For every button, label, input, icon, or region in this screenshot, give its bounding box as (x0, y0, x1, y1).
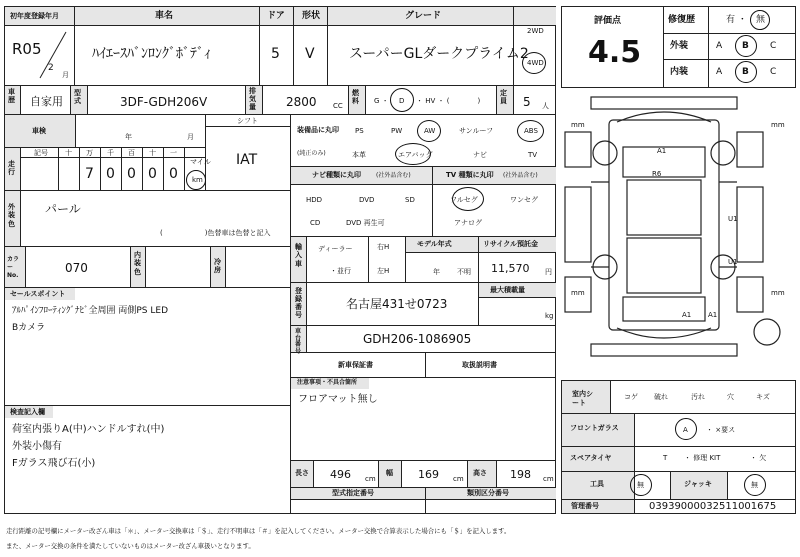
mileage-unit-0: 十 (65, 149, 72, 157)
exterior-b: B (742, 41, 749, 51)
damage-mark-1: A1 (657, 147, 667, 155)
reg-month: 2 (48, 63, 54, 73)
registration-label: 登録番号 (295, 287, 302, 320)
equip-tv: TV (528, 151, 538, 159)
width-unit: cm (453, 475, 464, 483)
inspection-year: 年 (125, 133, 132, 141)
shape-label: 形状 (302, 11, 321, 21)
equip-sunroof: サンルーフ (459, 127, 494, 135)
type-no-label: 型式指定番号 (332, 489, 374, 497)
interior-color-label: 内装色 (134, 251, 141, 276)
shift-value: IAT (236, 152, 258, 168)
glass-label: フロントガラス (570, 424, 619, 432)
equipment-label: 装備品に丸印 (297, 126, 339, 134)
interior-c: C (770, 67, 777, 77)
sales-point-line-2: Bカメラ (12, 323, 46, 333)
damage-mark-2: R6 (652, 170, 662, 178)
tools-value: 無 (637, 481, 644, 489)
navi-sd: SD (405, 196, 415, 204)
footer-line-2: また、メーター交換の条件を満たしていないものはメーター改ざん車扱いとなります。 (6, 542, 255, 550)
car-name: ﾊｲｴｰｽﾊﾞﾝﾛﾝｸﾞﾎﾞﾃﾞｨ (92, 46, 211, 62)
mileage-cell-divider (163, 148, 164, 190)
inspection-label: 車検 (32, 127, 46, 135)
month-unit: 月 (62, 71, 69, 79)
mileage-label: 走行 (8, 160, 15, 177)
grade-label: グレード (405, 11, 442, 21)
model-year-year: 年 (433, 268, 440, 276)
mile-label: マイル (190, 158, 211, 166)
color-change: ( )色替車は色替と記入 (160, 229, 271, 237)
glass-selected: A (683, 426, 688, 434)
height-unit: cm (543, 475, 554, 483)
yen-unit: 円 (545, 268, 552, 276)
mileage-digit-5: 0 (169, 166, 178, 182)
seat-scratch: キズ (756, 393, 770, 401)
door-count: 5 (271, 46, 280, 62)
mileage-unit-1: 万 (86, 149, 93, 157)
color-label: 外装色 (8, 203, 15, 228)
chassis-label: 車台番 (295, 328, 302, 349)
reg-year: R05 (12, 40, 42, 58)
km-label: km (192, 176, 203, 184)
mileage-cell-divider (184, 148, 185, 190)
navi-label: ナビ種類に丸印 (312, 171, 361, 179)
import-left-h: 左H (377, 267, 390, 275)
drive-4wd: 4WD (527, 59, 544, 67)
tv-fullseg: フルセグ (450, 196, 478, 204)
repair-history-label: 修復歴 (668, 15, 696, 25)
cold-label: 冷房 (214, 258, 221, 275)
mm-mark-2: mm (771, 121, 785, 129)
car-body-diagram (561, 92, 796, 380)
navi-dvd: DVD (359, 196, 375, 204)
jack-value: 無 (751, 481, 758, 489)
cc-unit: CC (333, 102, 343, 110)
fuel-rest: ・ HV ・ ( ) (416, 97, 481, 105)
color-no-value: 070 (65, 261, 88, 275)
class-no-label: 類別区分番号 (467, 489, 509, 497)
kg-unit: kg (545, 312, 554, 320)
navi-cd: CD (310, 219, 321, 227)
damage-mark-3: U1 (728, 215, 738, 223)
seat-hole: 穴 (727, 393, 734, 401)
mileage-unit-3: 百 (128, 149, 135, 157)
notes-value: フロアマット無し (298, 394, 378, 405)
color-no-label: カラーNo. (7, 256, 20, 279)
equip-airbag: エアバッグ (398, 151, 433, 159)
mileage-unit-2: 千 (107, 149, 114, 157)
fullseg-circle (452, 187, 484, 211)
displacement-label: 排気量 (249, 87, 256, 112)
equip-leather: 本革 (352, 151, 366, 159)
jack-label: ジャッキ (684, 480, 712, 488)
mm-mark-3: mm (571, 289, 585, 297)
tools-label: 工具 (590, 480, 604, 488)
tv-sub: (社外品含む) (503, 172, 538, 179)
mileage-digit-2: 0 (106, 166, 115, 182)
seat-tear: 破れ (654, 393, 668, 401)
usage-value: 自家用 (30, 95, 63, 108)
width-value: 169 (418, 468, 439, 481)
tools-circle (630, 474, 652, 496)
width-label: 幅 (386, 469, 393, 477)
person-unit: 人 (542, 102, 549, 110)
fuel-d-circle (390, 88, 414, 112)
import-parallel: ・並行 (330, 267, 351, 275)
mm-mark-1: mm (571, 121, 585, 129)
spare-t: T (663, 454, 668, 462)
exterior-circle (735, 35, 757, 57)
model-label: 型式 (74, 89, 81, 106)
import-label: 輸入車 (295, 243, 302, 268)
mileage-digit-3: 0 (127, 166, 136, 182)
exterior-a: A (716, 41, 723, 51)
mileage-digit-4: 0 (148, 166, 157, 182)
tv-label: TV 種類に丸印 (446, 171, 494, 179)
exterior-c: C (770, 41, 777, 51)
abs-circle (517, 120, 544, 142)
mileage-unit-5: 一 (170, 149, 177, 157)
length-label: 長さ (295, 469, 309, 477)
recycle-label: リサイクル預託金 (483, 240, 539, 248)
tv-oneseg: ワンセグ (510, 196, 538, 204)
inspection-month: 月 (187, 133, 194, 141)
equip-pw: PW (391, 127, 403, 135)
spare-label: スペアタイヤ (570, 454, 612, 462)
footer-line-1: 走行距離の記号欄にメーター改ざん車は「＊」、メーター交換車は「＄」、走行不明車は「＃」を記入してください。メーター交換で合算表示した場合にも「＄」を記入します。 (6, 527, 511, 535)
height-value: 198 (510, 468, 531, 481)
glass-circle (675, 418, 697, 440)
airbag-circle (395, 143, 431, 165)
inspector-label: 検査記入欄 (10, 408, 45, 416)
left-form-frame (4, 6, 556, 514)
rating-score: 4.5 (588, 35, 642, 70)
seat-scorch: コゲ (624, 393, 638, 401)
tv-analog: アナログ (454, 219, 482, 227)
aw-circle (417, 120, 441, 142)
equip-aw: AW (424, 127, 436, 135)
spare-kit: ・ 修理 KIT (684, 454, 721, 462)
record-label: 記号 (34, 149, 48, 157)
shift-label: シフト (237, 117, 258, 125)
damage-mark-5: A1 (682, 311, 692, 319)
fuel-label: 燃料 (352, 89, 359, 106)
mileage-unit-4: 十 (149, 149, 156, 157)
interior-a: A (716, 67, 723, 77)
repair-selected: 無 (756, 15, 766, 25)
chassis-value: GDH206-1086905 (363, 332, 472, 346)
drive-2wd: 2WD (527, 27, 544, 35)
max-load-label: 最大積載量 (490, 286, 525, 294)
navi-sub: (社外品含む) (376, 172, 411, 179)
navi-dvd-play: DVD 再生可 (346, 219, 385, 227)
inspector-line-3: Fガラス飛び石(小) (12, 458, 96, 469)
repair-options: 有 ・ (726, 15, 747, 25)
mgmt-value: 0393900003251100167​5 (649, 501, 777, 512)
exterior-label: 外装 (670, 41, 689, 51)
grade-value: スーパーGLダークプライム2 (349, 46, 529, 62)
mileage-digit-1: 7 (85, 166, 94, 182)
interior-b: B (742, 67, 749, 77)
inspector-line-2: 外装小傷有 (12, 441, 62, 452)
mm-mark-4: mm (771, 289, 785, 297)
usage-label: 車歴 (8, 88, 15, 105)
import-right-h: 右H (377, 243, 390, 251)
registration-value: 名古屋431せ0723 (346, 297, 448, 311)
spare-missing: ・ 欠 (750, 454, 767, 462)
door-label: ドア (267, 11, 285, 21)
color-value: パール (45, 202, 81, 216)
model-year-label: モデル年式 (417, 240, 452, 248)
sales-point-line-1: ｱﾙﾊﾟｲﾝﾌﾛｰﾃｨﾝｸﾞﾅﾋﾞ全周囲 両側PS LED (12, 306, 168, 316)
equipment-sub: (純正のみ) (297, 150, 326, 157)
new-car-warranty: 新車保証書 (338, 361, 373, 369)
shape-value: V (305, 46, 315, 62)
mgmt-label: 管理番号 (571, 502, 599, 510)
seat-label: 室内シート (572, 390, 593, 408)
damage-mark-4: U1 (728, 258, 738, 266)
manual-label: 取扱説明書 (462, 361, 497, 369)
rating-label: 評価点 (594, 16, 622, 26)
mileage-cell-divider (121, 148, 122, 190)
mileage-cell-divider (142, 148, 143, 190)
displacement-value: 2800 (286, 95, 317, 109)
fuel-d: D (399, 97, 405, 105)
inspector-line-1: 荷室内張りA(中)ハンドルすれ(中) (12, 424, 165, 435)
equip-ps: PS (355, 127, 364, 135)
sales-point-label: セールスポイント (10, 290, 66, 298)
interior-circle (735, 61, 757, 83)
fuel-g: G ・ (374, 97, 389, 105)
notes-label: 注意事項・不具合箇所 (297, 379, 358, 386)
length-unit: cm (365, 475, 376, 483)
navi-hdd: HDD (306, 196, 323, 204)
interior-label: 内装 (670, 67, 689, 77)
height-label: 高さ (473, 469, 487, 477)
equip-abs: ABS (524, 127, 538, 135)
glass-rest: ・ ×要ス (706, 426, 736, 434)
first-reg-label: 初年度登録年月 (10, 12, 59, 20)
repair-circle (750, 10, 770, 30)
mileage-cell-divider (100, 148, 101, 190)
km-circle (186, 170, 206, 190)
recycle-value: 11,570 (491, 262, 530, 275)
model-value: 3DF-GDH206V (120, 95, 208, 109)
jack-circle (744, 474, 766, 496)
car-name-label: 車名 (155, 11, 174, 21)
damage-mark-6: A1 (708, 311, 718, 319)
equip-navi: ナビ (473, 151, 487, 159)
mileage-cell-divider (79, 148, 80, 190)
import-dealer: ディーラー (318, 245, 353, 253)
capacity-value: 5 (523, 95, 531, 109)
model-year-unknown: 不明 (457, 268, 471, 276)
capacity-label: 定員 (500, 89, 507, 106)
length-value: 496 (330, 468, 351, 481)
seat-stain: 汚れ (691, 393, 705, 401)
